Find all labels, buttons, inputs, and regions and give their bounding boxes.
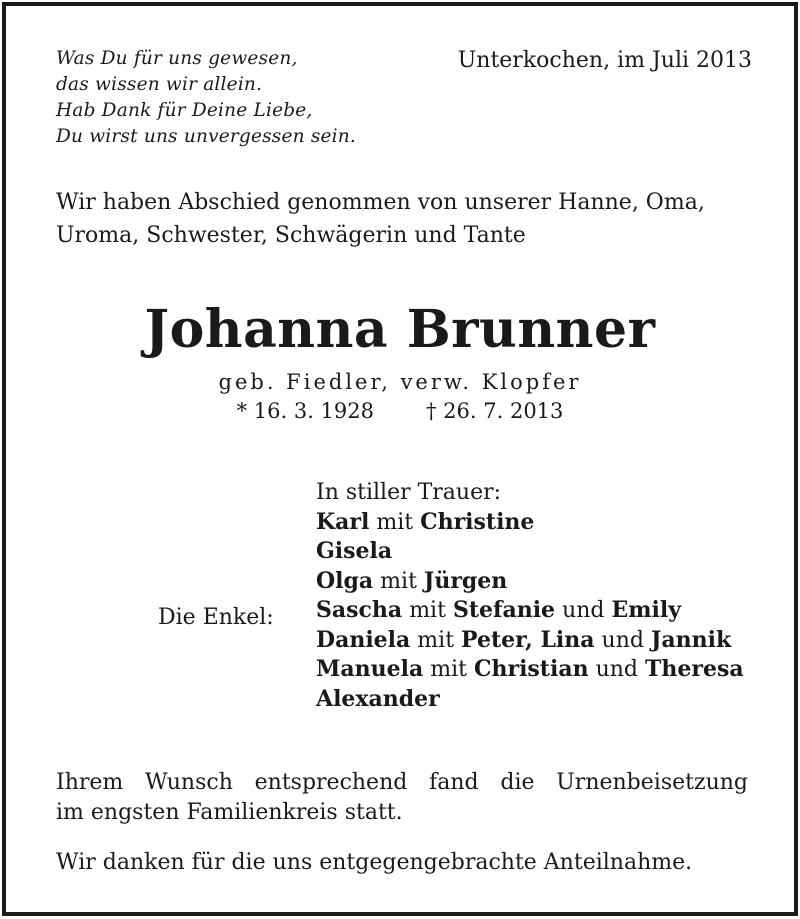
mourner-name: Olga [316,567,374,594]
grandchild-row [316,685,744,715]
place-date: Unterkochen, im Juli 2013 [457,48,752,73]
mourner-name: Christian [473,656,589,682]
mourner-row [316,537,744,567]
connector: und [595,657,638,682]
poem-line: Hab Dank für Deine Liebe, [56,100,313,121]
poem-line: Was Du für uns gewesen, [56,48,298,69]
mourner-name: Stefanie [452,597,556,623]
mourner-name: Peter, Lina [461,626,595,653]
mourner-name: Daniela [316,626,411,653]
mourner-row [316,567,744,597]
obituary-notice [2,2,798,916]
poem-line: Du wirst uns unvergessen sein. [56,126,356,147]
notice-line: im engsten Familienkreis statt. [56,800,403,825]
mourner-name: Karl [316,508,370,535]
grandchild-row [316,655,744,685]
mourner-name: Theresa [645,656,744,682]
connector: mit [430,657,467,682]
mourner-name: Sascha [316,597,403,623]
connector: mit [417,627,455,653]
mourner-name: Gisela [316,538,393,564]
intro-line: Uroma, Schwester, Schwägerin und Tante [56,223,526,248]
connector: mit [380,568,417,594]
mourner-name: Alexander [316,685,440,712]
memorial-poem [56,46,356,150]
connector: und [601,627,644,653]
mourner-name: Manuela [316,656,424,682]
mourners-heading: In stiller Trauer: [316,480,502,505]
mourner-name: Jürgen [423,567,508,594]
death-date: † 26. 7. 2013 [426,399,564,423]
connector: und [562,598,605,623]
connector: mit [409,598,446,623]
birth-date: * 16. 3. 1928 [236,399,374,423]
intro-text [56,186,705,252]
intro-line: Wir haben Abschied genommen von unserer Hanne, Oma, [56,190,705,215]
deceased-name: Johanna Brunner [144,299,656,360]
notice-line: Ihrem Wunsch entsprechend fand die Urnenbeisetzung [56,770,748,795]
mourner-name: Christine [420,508,535,535]
poem-line: das wissen wir allein. [56,74,263,95]
grandchild-row [316,626,744,656]
connector: mit [376,509,414,535]
grandchild-row [316,596,744,626]
maiden-name: geb. Fiedler, verw. Klopfer [218,370,582,394]
mourner-name: Jannik [650,626,732,653]
burial-notice [56,768,748,828]
grandchildren-label: Die Enkel: [158,605,274,630]
mourner-name: Emily [611,597,682,623]
life-dates [6,397,794,425]
mourners-list [316,478,744,714]
thanks-text: Wir danken für die uns entgegengebrachte Anteilnahme. [56,850,693,875]
mourner-row [316,508,744,538]
